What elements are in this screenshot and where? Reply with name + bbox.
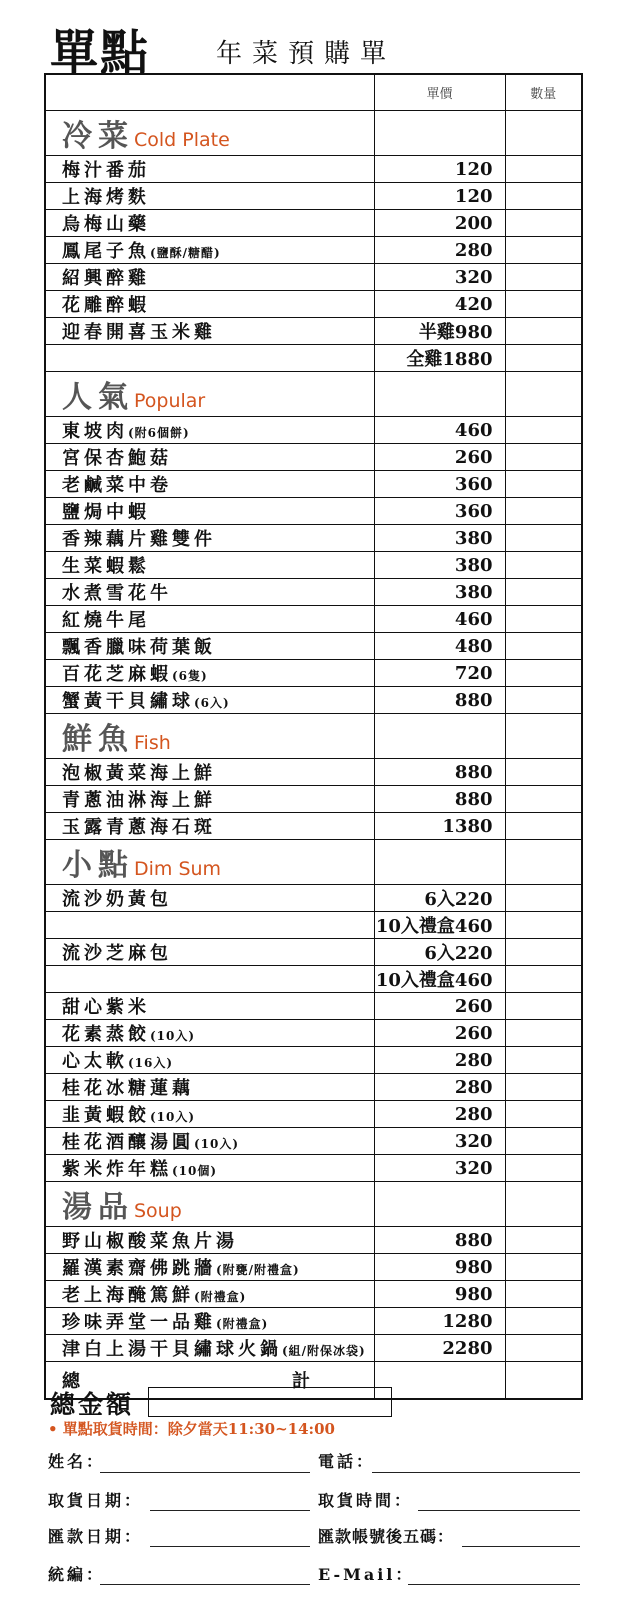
menu-row xyxy=(45,1101,582,1128)
menu-row xyxy=(45,291,582,318)
menu-row xyxy=(45,237,582,264)
menu-row xyxy=(45,1128,582,1155)
item-name: 飄香臘味荷葉飯 xyxy=(62,637,216,658)
category-cell xyxy=(45,111,374,156)
item-note: (附6個餅) xyxy=(128,426,190,440)
item-price: 280 xyxy=(374,1074,505,1101)
quantity-cell[interactable] xyxy=(505,813,582,840)
menu-row xyxy=(45,939,582,966)
item-price: 1280 xyxy=(374,1308,505,1335)
tax-id-label: 統編： xyxy=(48,1565,106,1584)
item-price: 360 xyxy=(374,471,505,498)
quantity-cell[interactable] xyxy=(505,210,582,237)
menu-row xyxy=(45,966,582,993)
item-price: 380 xyxy=(374,579,505,606)
item-name: 香辣藕片雞雙件 xyxy=(62,529,216,550)
menu-row xyxy=(45,471,582,498)
email-field[interactable] xyxy=(408,1584,580,1585)
quantity-cell[interactable] xyxy=(505,444,582,471)
item-name: 珍味弄堂一品雞 xyxy=(62,1312,216,1333)
menu-row xyxy=(45,606,582,633)
email-label: E-Mail： xyxy=(318,1565,415,1584)
category-cell xyxy=(45,372,374,417)
category-qty-cell xyxy=(505,714,582,759)
item-name: 野山椒酸菜魚片湯 xyxy=(62,1231,238,1252)
item-name-cell xyxy=(45,1128,374,1155)
item-note: (附禮盒) xyxy=(216,1317,269,1331)
item-name: 百花芝麻蝦 xyxy=(62,664,172,685)
menu-row xyxy=(45,1020,582,1047)
item-name-cell xyxy=(45,759,374,786)
quantity-cell[interactable] xyxy=(505,885,582,912)
order-table xyxy=(44,73,583,1400)
item-price: 320 xyxy=(374,264,505,291)
item-note: (鹽酥/糖醋) xyxy=(150,246,221,260)
item-note: (16入) xyxy=(128,1056,174,1070)
category-english: Popular xyxy=(134,390,206,412)
menu-row xyxy=(45,1227,582,1254)
item-name-cell xyxy=(45,606,374,633)
category-title: 冷菜 xyxy=(62,119,134,154)
category-qty-cell xyxy=(505,372,582,417)
table-header-row xyxy=(45,74,582,111)
item-name-cell xyxy=(45,264,374,291)
quantity-cell[interactable] xyxy=(505,1074,582,1101)
quantity-cell[interactable] xyxy=(505,417,582,444)
category-english: Soup xyxy=(134,1200,182,1222)
item-price: 980 xyxy=(374,1281,505,1308)
pickup-time-label: 取貨時間： xyxy=(318,1491,414,1510)
item-name-cell xyxy=(45,660,374,687)
quantity-cell[interactable] xyxy=(505,966,582,993)
category-price-cell xyxy=(374,372,505,417)
item-price: 200 xyxy=(374,210,505,237)
item-price: 980 xyxy=(374,1254,505,1281)
menu-row xyxy=(45,786,582,813)
category-qty-cell xyxy=(505,111,582,156)
item-price: 10入禮盒460 xyxy=(374,912,505,939)
remit-date-field[interactable] xyxy=(150,1546,310,1547)
category-row xyxy=(45,111,582,156)
menu-row xyxy=(45,444,582,471)
tax-id-field[interactable] xyxy=(100,1584,310,1585)
category-title: 小點 xyxy=(62,848,134,883)
item-price: 460 xyxy=(374,417,505,444)
item-name: 青蔥油淋海上鮮 xyxy=(62,790,216,811)
item-note: (10入) xyxy=(194,1137,240,1151)
item-note: (6隻) xyxy=(172,669,208,683)
item-price: 6入220 xyxy=(374,885,505,912)
item-note: (附禮盒) xyxy=(194,1290,247,1304)
pickup-time-note: • 單點取貨時間：除夕當天11:30~14:00 xyxy=(48,1420,335,1438)
item-price: 260 xyxy=(374,993,505,1020)
header-price: 單價 xyxy=(374,74,505,111)
item-name: 鹽焗中蝦 xyxy=(62,502,150,523)
item-name: 水煮雪花牛 xyxy=(62,583,172,604)
item-name-cell xyxy=(45,786,374,813)
item-price: 380 xyxy=(374,525,505,552)
quantity-cell[interactable] xyxy=(505,1281,582,1308)
menu-row xyxy=(45,345,582,372)
category-qty-cell xyxy=(505,840,582,885)
header-item-cell xyxy=(45,74,374,111)
item-name-cell xyxy=(45,1227,374,1254)
item-name-cell xyxy=(45,813,374,840)
item-price: 2280 xyxy=(374,1335,505,1362)
menu-row xyxy=(45,1074,582,1101)
item-price: 320 xyxy=(374,1128,505,1155)
menu-row xyxy=(45,1308,582,1335)
menu-row xyxy=(45,660,582,687)
quantity-cell[interactable] xyxy=(505,1227,582,1254)
item-name: 老鹹菜中卷 xyxy=(62,475,172,496)
item-price: 880 xyxy=(374,786,505,813)
category-row xyxy=(45,840,582,885)
quantity-cell[interactable] xyxy=(505,1128,582,1155)
item-price: 460 xyxy=(374,606,505,633)
menu-row xyxy=(45,579,582,606)
item-name: 花雕醉蝦 xyxy=(62,295,150,316)
item-name-cell xyxy=(45,444,374,471)
menu-row xyxy=(45,525,582,552)
pickup-date-field[interactable] xyxy=(150,1510,310,1511)
item-name: 鳳尾子魚 xyxy=(62,241,150,262)
item-price: 260 xyxy=(374,444,505,471)
menu-row xyxy=(45,813,582,840)
header-qty: 數量 xyxy=(505,74,582,111)
item-name: 宮保杏鮑菇 xyxy=(62,448,172,469)
menu-row xyxy=(45,552,582,579)
item-name-cell xyxy=(45,687,374,714)
menu-row xyxy=(45,1047,582,1074)
item-name: 烏梅山藥 xyxy=(62,214,150,235)
item-name: 迎春開喜玉米雞 xyxy=(62,322,216,343)
quantity-cell[interactable] xyxy=(505,237,582,264)
item-name: 泡椒黃菜海上鮮 xyxy=(62,763,216,784)
quantity-cell[interactable] xyxy=(505,498,582,525)
item-name: 甜心紫米 xyxy=(62,997,150,1018)
quantity-cell[interactable] xyxy=(505,156,582,183)
menu-row xyxy=(45,264,582,291)
item-name-cell xyxy=(45,1281,374,1308)
quantity-cell[interactable] xyxy=(505,1308,582,1335)
page-title: 單點 xyxy=(50,25,151,81)
item-note: (附甕/附禮盒) xyxy=(216,1263,300,1277)
menu-row xyxy=(45,1335,582,1362)
menu-row xyxy=(45,687,582,714)
item-name: 韭黃蝦餃 xyxy=(62,1105,150,1126)
account-last5-label: 匯款帳號後五碼： xyxy=(318,1527,455,1546)
item-name: 生菜蝦鬆 xyxy=(62,556,150,577)
quantity-cell[interactable] xyxy=(505,660,582,687)
item-price: 半雞980 xyxy=(374,318,505,345)
menu-row xyxy=(45,498,582,525)
category-price-cell xyxy=(374,714,505,759)
menu-row xyxy=(45,1281,582,1308)
quantity-cell[interactable] xyxy=(505,318,582,345)
menu-row xyxy=(45,183,582,210)
item-note: (10入) xyxy=(150,1029,196,1043)
item-price: 280 xyxy=(374,1047,505,1074)
item-price: 480 xyxy=(374,633,505,660)
category-title: 湯品 xyxy=(62,1190,134,1225)
quantity-cell[interactable] xyxy=(505,606,582,633)
quantity-cell[interactable] xyxy=(505,1254,582,1281)
item-name: 紅燒牛尾 xyxy=(62,610,150,631)
quantity-cell[interactable] xyxy=(505,759,582,786)
item-price: 260 xyxy=(374,1020,505,1047)
menu-row xyxy=(45,318,582,345)
item-name-cell xyxy=(45,498,374,525)
item-note: (6入) xyxy=(194,696,230,710)
quantity-cell[interactable] xyxy=(505,633,582,660)
item-price: 全雞1880 xyxy=(374,345,505,372)
phone-label: 電話： xyxy=(318,1452,376,1471)
category-title: 人氣 xyxy=(62,380,134,415)
item-name-cell xyxy=(45,579,374,606)
item-name-cell xyxy=(45,993,374,1020)
item-price: 120 xyxy=(374,156,505,183)
item-name-cell xyxy=(45,939,374,966)
item-name: 玉露青蔥海石斑 xyxy=(62,817,216,838)
item-name-cell xyxy=(45,1074,374,1101)
item-name-cell xyxy=(45,552,374,579)
quantity-cell[interactable] xyxy=(505,1155,582,1182)
category-row xyxy=(45,372,582,417)
quantity-cell[interactable] xyxy=(505,264,582,291)
item-price: 280 xyxy=(374,237,505,264)
item-name: 津白上湯干貝繡球火鍋 xyxy=(62,1339,282,1360)
item-name: 紹興醉雞 xyxy=(62,268,150,289)
menu-row xyxy=(45,156,582,183)
quantity-cell[interactable] xyxy=(505,345,582,372)
category-english: Cold Plate xyxy=(134,129,230,151)
item-price: 880 xyxy=(374,1227,505,1254)
item-price: 6入220 xyxy=(374,939,505,966)
menu-row xyxy=(45,417,582,444)
total-qty-cell[interactable] xyxy=(505,1362,582,1400)
item-price: 280 xyxy=(374,1101,505,1128)
item-price: 380 xyxy=(374,552,505,579)
category-price-cell xyxy=(374,1182,505,1227)
quantity-cell[interactable] xyxy=(505,1047,582,1074)
quantity-cell[interactable] xyxy=(505,993,582,1020)
grand-total-label: 總金額 xyxy=(50,1390,135,1419)
item-name-cell xyxy=(45,966,374,993)
quantity-cell[interactable] xyxy=(505,1020,582,1047)
item-name-cell xyxy=(45,156,374,183)
item-name-cell xyxy=(45,1020,374,1047)
quantity-cell[interactable] xyxy=(505,183,582,210)
item-name-cell xyxy=(45,210,374,237)
item-name: 老上海醃篤鮮 xyxy=(62,1285,194,1306)
item-name: 桂花冰糖蓮藕 xyxy=(62,1078,194,1099)
menu-row xyxy=(45,633,582,660)
category-price-cell xyxy=(374,111,505,156)
item-name-cell xyxy=(45,1155,374,1182)
item-name: 心太軟 xyxy=(62,1051,128,1072)
item-note: (組/附保冰袋) xyxy=(282,1344,366,1358)
pickup-time-field[interactable] xyxy=(418,1510,580,1511)
name-field[interactable] xyxy=(100,1472,310,1473)
category-price-cell xyxy=(374,840,505,885)
item-price: 720 xyxy=(374,660,505,687)
item-name: 花素蒸餃 xyxy=(62,1024,150,1045)
menu-row xyxy=(45,1254,582,1281)
item-note: (10入) xyxy=(150,1110,196,1124)
category-qty-cell xyxy=(505,1182,582,1227)
item-name-cell xyxy=(45,318,374,345)
item-name: 東坡肉 xyxy=(62,421,128,442)
item-price: 360 xyxy=(374,498,505,525)
item-name-cell xyxy=(45,525,374,552)
item-price: 10入禮盒460 xyxy=(374,966,505,993)
menu-row xyxy=(45,912,582,939)
item-name: 蟹黃干貝繡球 xyxy=(62,691,194,712)
menu-row xyxy=(45,993,582,1020)
item-name-cell xyxy=(45,183,374,210)
category-title: 鮮魚 xyxy=(62,722,134,757)
item-name: 上海烤麩 xyxy=(62,187,150,208)
item-price: 320 xyxy=(374,1155,505,1182)
item-name-cell xyxy=(45,237,374,264)
total-label-left: 總 xyxy=(62,1371,84,1392)
remit-date-label: 匯款日期： xyxy=(48,1527,144,1546)
total-label-right: 計 xyxy=(292,1371,314,1392)
quantity-cell[interactable] xyxy=(505,1335,582,1362)
pickup-date-label: 取貨日期： xyxy=(48,1491,144,1510)
quantity-cell[interactable] xyxy=(505,525,582,552)
item-name: 流沙奶黃包 xyxy=(62,889,172,910)
name-label: 姓名： xyxy=(48,1452,106,1471)
category-cell xyxy=(45,840,374,885)
item-name-cell xyxy=(45,912,374,939)
menu-row xyxy=(45,210,582,237)
item-name-cell xyxy=(45,1101,374,1128)
item-price: 120 xyxy=(374,183,505,210)
quantity-cell[interactable] xyxy=(505,1101,582,1128)
category-english: Fish xyxy=(134,732,171,754)
quantity-cell[interactable] xyxy=(505,939,582,966)
menu-row xyxy=(45,759,582,786)
total-price-cell[interactable] xyxy=(374,1362,505,1400)
item-price: 1380 xyxy=(374,813,505,840)
category-row xyxy=(45,714,582,759)
item-name: 梅汁番茄 xyxy=(62,160,150,181)
item-name: 桂花酒釀湯圓 xyxy=(62,1132,194,1153)
item-name-cell xyxy=(45,417,374,444)
quantity-cell[interactable] xyxy=(505,579,582,606)
item-name-cell xyxy=(45,471,374,498)
page-subtitle: 年菜預購單 xyxy=(216,39,397,69)
quantity-cell[interactable] xyxy=(505,552,582,579)
item-name-cell xyxy=(45,1254,374,1281)
item-name-cell xyxy=(45,885,374,912)
item-note: (10個) xyxy=(172,1164,218,1178)
item-name-cell xyxy=(45,291,374,318)
menu-row xyxy=(45,885,582,912)
quantity-cell[interactable] xyxy=(505,471,582,498)
menu-row xyxy=(45,1155,582,1182)
quantity-cell[interactable] xyxy=(505,687,582,714)
item-name-cell xyxy=(45,345,374,372)
category-cell xyxy=(45,714,374,759)
category-cell xyxy=(45,1182,374,1227)
item-name: 羅漢素齋佛跳牆 xyxy=(62,1258,216,1279)
phone-field[interactable] xyxy=(372,1472,580,1473)
item-price: 880 xyxy=(374,759,505,786)
quantity-cell[interactable] xyxy=(505,291,582,318)
grand-total-box[interactable] xyxy=(148,1387,392,1417)
item-name-cell xyxy=(45,1335,374,1362)
item-name-cell xyxy=(45,1308,374,1335)
quantity-cell[interactable] xyxy=(505,786,582,813)
quantity-cell[interactable] xyxy=(505,912,582,939)
category-row xyxy=(45,1182,582,1227)
item-name-cell xyxy=(45,633,374,660)
item-price: 880 xyxy=(374,687,505,714)
item-price: 420 xyxy=(374,291,505,318)
account-last5-field[interactable] xyxy=(462,1546,580,1547)
item-name: 紫米炸年糕 xyxy=(62,1159,172,1180)
category-english: Dim Sum xyxy=(134,858,222,880)
item-name-cell xyxy=(45,1047,374,1074)
item-name: 流沙芝麻包 xyxy=(62,943,172,964)
